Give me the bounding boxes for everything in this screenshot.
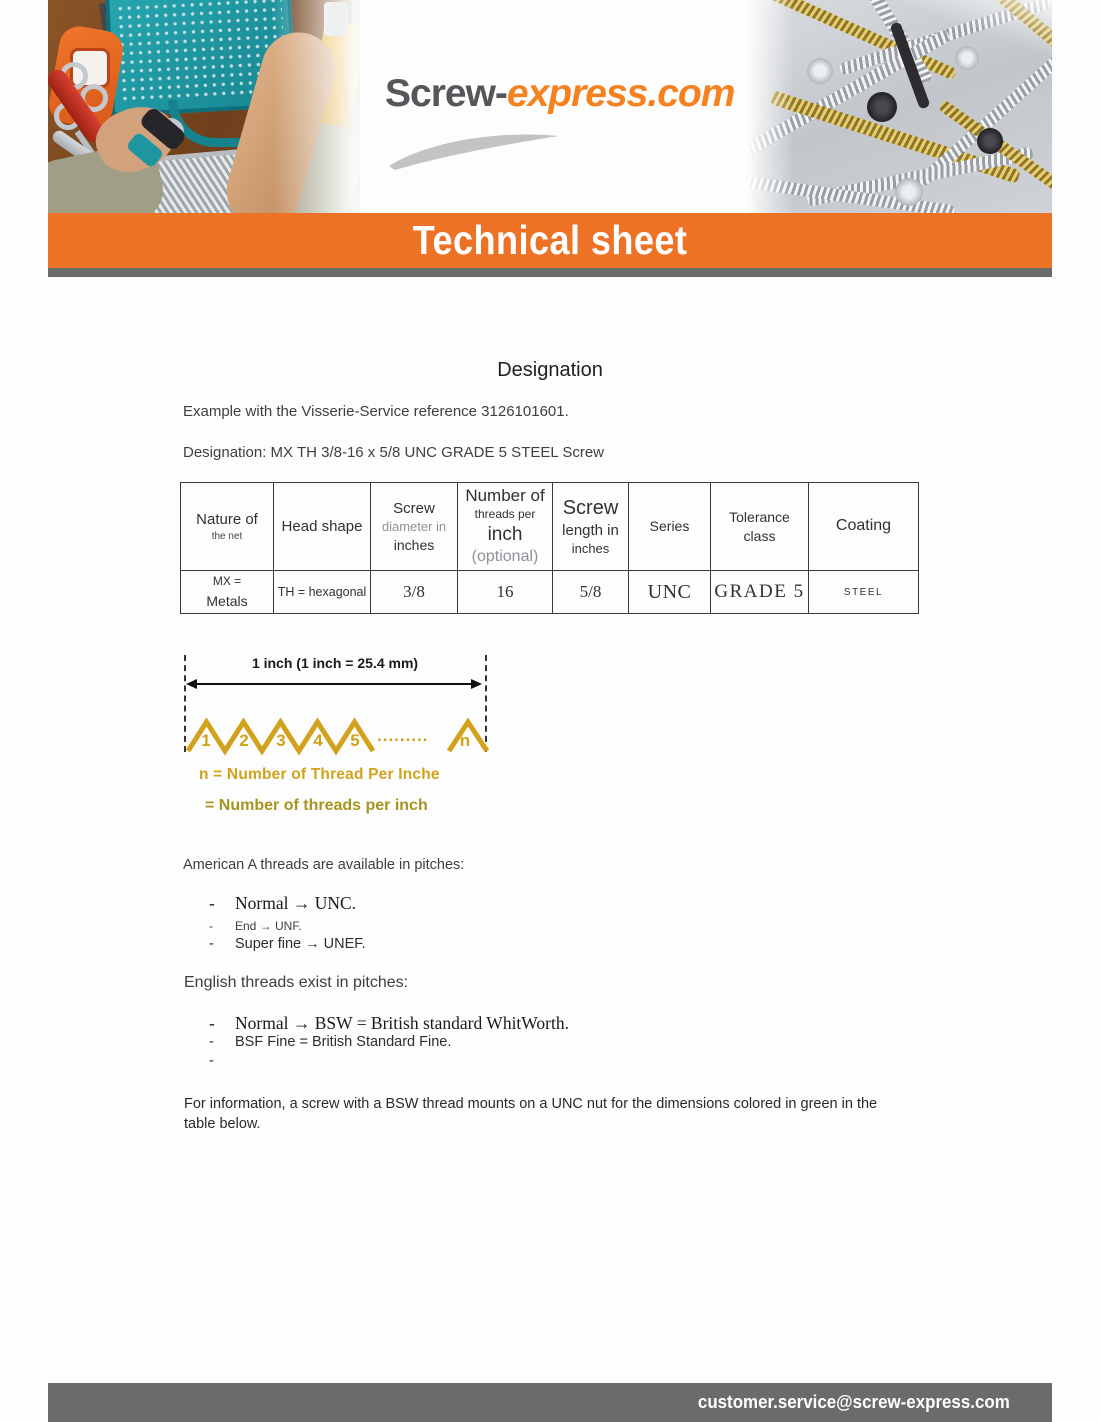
col-series: Series [629, 483, 711, 571]
workbench-photo [48, 0, 360, 213]
diagram-caption-1: n = Number of Thread Per Inche [199, 766, 440, 783]
list-item: - Normal → UNC. [209, 893, 357, 913]
thread-dots: ......... [377, 726, 429, 745]
thread-number: 2 [239, 731, 249, 750]
page-title: Designation [497, 359, 603, 381]
divider-strip [48, 268, 1052, 277]
example-line: Example with the Visserie-Service reference 3126101601. [183, 403, 569, 420]
list-item: - Super fine → UNEF. [209, 936, 366, 952]
photo-fade [745, 0, 1052, 213]
thread-number: 1 [201, 731, 211, 750]
col-coating: Coating [809, 483, 919, 571]
diagram-caption-2: = Number of threads per inch [205, 797, 428, 814]
footer-bar [48, 1383, 1052, 1422]
banner [48, 213, 1052, 268]
designation-line: Designation: MX TH 3/8-16 x 5/8 UNC GRADE 5 STEEL Screw [183, 444, 604, 461]
cell-length: 5/8 [553, 571, 629, 614]
logo [385, 72, 745, 192]
bsw-unc-note: For information, a screw with a BSW thread mounts on a UNC nut for the dimensions colored in green in the table below. [184, 1096, 878, 1132]
contact-email: customer.service@screw-express.com [698, 1392, 1010, 1412]
thread-number: 3 [276, 731, 286, 750]
cell-head-shape: TH = hexagonal [274, 571, 371, 614]
col-head-shape: Head shape [274, 483, 371, 571]
col-diameter: Screw diameter in inches [371, 483, 458, 571]
cell-coating: STEEL [809, 571, 919, 614]
cell-series: UNC [629, 571, 711, 614]
cell-tolerance: GRADE 5 [711, 571, 809, 614]
arrowhead-left-icon [186, 679, 197, 689]
list-item: - Normal → BSW = British standard WhitWorth. [209, 1013, 569, 1033]
designation-table [180, 482, 919, 614]
dimension-arrow [195, 683, 476, 685]
banner-title: Technical sheet [412, 217, 688, 263]
list-item: - BSF Fine = British Standard Fine. [209, 1034, 452, 1050]
cell-diameter: 3/8 [371, 571, 458, 614]
logo-part-orange: express.com [506, 72, 735, 115]
photo-fade [48, 0, 360, 213]
table-row [181, 571, 919, 614]
thread-number: 5 [350, 731, 360, 750]
logo-part-gray: Screw- [385, 72, 507, 115]
col-nature: Nature of the net [181, 483, 274, 571]
list-item: - [209, 1053, 214, 1069]
thread-n-label: n [459, 731, 471, 750]
logo-text [385, 72, 745, 116]
arrowhead-right-icon [471, 679, 482, 689]
american-threads-intro: American A threads are available in pitches: [183, 857, 465, 873]
col-tolerance: Tolerance class [711, 483, 809, 571]
col-threads-per-inch: Number of threads per inch (optional) [458, 483, 553, 571]
thread-number: 4 [313, 731, 323, 750]
cell-threads: 16 [458, 571, 553, 614]
cell-nature: MX = Metals [181, 571, 274, 614]
screws-pile-photo [745, 0, 1052, 213]
col-length: Screw length in inches [553, 483, 629, 571]
dimension-label: 1 inch (1 inch = 25.4 mm) [251, 655, 419, 671]
list-item: - End → UNF. [209, 919, 302, 933]
table-header-row [181, 483, 919, 571]
english-threads-intro: English threads exist in pitches: [184, 974, 409, 991]
logo-swoosh-icon [387, 128, 567, 174]
